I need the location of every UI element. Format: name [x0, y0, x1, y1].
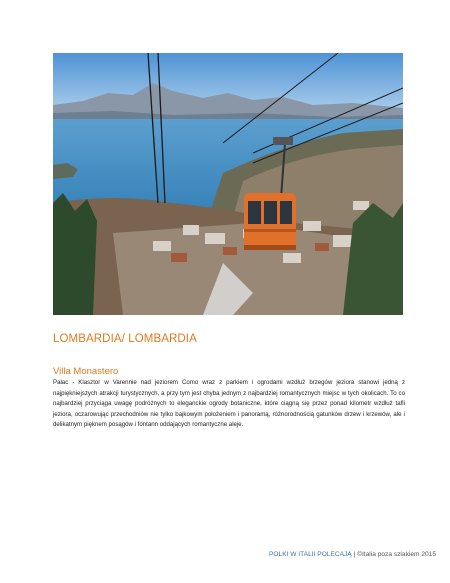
cable-car-lake-photo	[53, 53, 403, 315]
footer-separator: |	[351, 551, 358, 558]
footer-series-label: POLKI W ITALII POLECAJĄ	[269, 551, 352, 558]
footer-copyright: ©Italia poza szlakiem 2015	[357, 551, 436, 558]
body-paragraph: Pałac - Klasztor w Varennie nad jeziorem Como wraz z parkiem i ogrodami wzdłuż brzegów jeziora stanowi jedną z najpiękniejszych atrakcji turystycznych, a przy tym jest chyba jednym z najbardziej romantycznych miejsc w tych okolicach. To co najbardziej przyciąga uwagę podróżnych to eleganckie ogrody botaniczne, które ciągną się przez ponad kilometr wzdłuż tafli jeziora, oczarowując przechodniów nie tylko bajkowym położeniem i panoramą, różnorodnością gatunków drzew i krzewów, ale i delikatnym pięknem posągów i fontann oddających romantyczne aleje.	[53, 379, 405, 429]
section-title: LOMBARDIA/ LOMBARDIA	[53, 333, 197, 345]
subtitle: Villa Monastero	[53, 366, 119, 377]
page-footer	[269, 551, 436, 558]
